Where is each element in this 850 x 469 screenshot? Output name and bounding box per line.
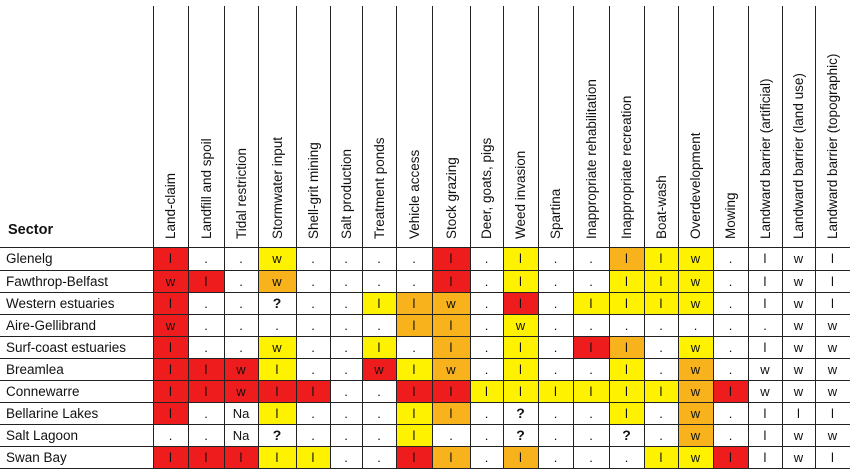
matrix-cell: Na — [224, 424, 258, 446]
column-header — [748, 6, 782, 247]
matrix-cell: w — [153, 270, 188, 292]
column-header — [188, 6, 224, 247]
matrix-cell: ? — [258, 424, 296, 446]
row-divider — [0, 358, 850, 359]
matrix-cell: l — [815, 247, 850, 270]
matrix-cell: ? — [609, 424, 644, 446]
sector-name: Fawthrop-Belfast — [6, 273, 109, 289]
matrix-cell: l — [296, 380, 330, 402]
matrix-cell: w — [224, 380, 258, 402]
matrix-cell: . — [362, 424, 396, 446]
matrix-cell: . — [296, 336, 330, 358]
column-divider — [748, 6, 749, 468]
matrix-cell: l — [396, 292, 432, 314]
matrix-cell: l — [503, 380, 538, 402]
matrix-cell: w — [258, 336, 296, 358]
matrix-cell: . — [362, 446, 396, 468]
matrix-cell: l — [748, 424, 782, 446]
matrix-cell: . — [432, 424, 470, 446]
column-header — [153, 6, 188, 247]
matrix-cell: . — [609, 446, 644, 468]
column-header-label: Inappropriate rehabilitation — [584, 79, 599, 239]
matrix-cell: l — [396, 446, 432, 468]
matrix-cell: w — [678, 270, 713, 292]
column-header — [396, 6, 432, 247]
matrix-cell: l — [609, 336, 644, 358]
column-header — [678, 6, 713, 247]
matrix-cell: l — [153, 380, 188, 402]
matrix-cell: . — [330, 270, 362, 292]
matrix-cell: . — [362, 314, 396, 336]
matrix-cell: l — [609, 402, 644, 424]
column-header-label: Landward barrier (topographic) — [825, 53, 840, 239]
column-header — [330, 6, 362, 247]
matrix-cell: . — [470, 424, 503, 446]
matrix-cell: . — [538, 358, 573, 380]
matrix-cell: . — [644, 336, 678, 358]
matrix-cell: . — [330, 358, 362, 380]
column-header — [362, 6, 396, 247]
matrix-cell: . — [224, 247, 258, 270]
matrix-cell: . — [573, 247, 609, 270]
column-header — [713, 6, 748, 247]
matrix-cell: l — [396, 402, 432, 424]
column-header-label: Stock grazing — [444, 157, 459, 239]
sector-name: Connewarre — [6, 383, 80, 399]
matrix-cell: . — [396, 270, 432, 292]
matrix-cell: w — [432, 292, 470, 314]
row-divider — [0, 336, 850, 337]
matrix-cell: . — [538, 247, 573, 270]
column-header-label: Mowing — [723, 192, 738, 239]
matrix-cell: w — [678, 402, 713, 424]
matrix-cell: w — [782, 314, 815, 336]
matrix-cell: w — [678, 446, 713, 468]
matrix-cell: . — [644, 358, 678, 380]
column-header — [644, 6, 678, 247]
matrix-cell: w — [815, 336, 850, 358]
sector-name: Salt Lagoon — [6, 427, 79, 443]
matrix-cell: w — [224, 358, 258, 380]
column-header — [503, 6, 538, 247]
matrix-cell: l — [470, 380, 503, 402]
matrix-cell: l — [503, 247, 538, 270]
matrix-cell: l — [815, 292, 850, 314]
column-header-label: Overdevelopment — [688, 132, 703, 239]
matrix-cell: . — [713, 270, 748, 292]
matrix-cell: . — [396, 336, 432, 358]
matrix-cell: . — [470, 314, 503, 336]
matrix-cell: l — [432, 247, 470, 270]
matrix-cell: l — [258, 358, 296, 380]
matrix-cell: ? — [503, 402, 538, 424]
column-divider — [573, 6, 574, 468]
column-header-label: Landward barrier (land use) — [791, 73, 806, 239]
column-divider — [678, 6, 679, 468]
matrix-cell: w — [782, 424, 815, 446]
matrix-cell: w — [782, 380, 815, 402]
matrix-cell: . — [188, 336, 224, 358]
matrix-cell: l — [815, 270, 850, 292]
matrix-cell: l — [713, 380, 748, 402]
matrix-cell: l — [188, 380, 224, 402]
column-divider — [538, 6, 539, 468]
column-header-label: Land-claim — [163, 172, 178, 239]
sector-name: Western estuaries — [6, 295, 115, 311]
matrix-cell: . — [153, 424, 188, 446]
row-divider — [0, 314, 850, 315]
matrix-cell: l — [153, 292, 188, 314]
matrix-cell: l — [432, 380, 470, 402]
matrix-cell: l — [362, 336, 396, 358]
matrix-cell: l — [815, 446, 850, 468]
matrix-cell: l — [573, 336, 609, 358]
matrix-cell: l — [153, 402, 188, 424]
matrix-cell: l — [748, 247, 782, 270]
matrix-cell: . — [362, 247, 396, 270]
matrix-cell: . — [644, 402, 678, 424]
column-header — [538, 6, 573, 247]
sector-name: Bellarine Lakes — [6, 405, 99, 421]
column-header — [432, 6, 470, 247]
matrix-cell: ? — [503, 424, 538, 446]
matrix-cell: . — [470, 247, 503, 270]
column-header-label: Spartina — [548, 188, 563, 239]
matrix-cell: l — [644, 380, 678, 402]
column-divider — [224, 6, 225, 468]
column-divider — [296, 6, 297, 468]
column-divider — [188, 6, 189, 468]
matrix-cell: . — [470, 292, 503, 314]
matrix-cell: . — [573, 402, 609, 424]
sector-name: Swan Bay — [6, 449, 67, 465]
matrix-cell: l — [644, 247, 678, 270]
matrix-cell: w — [258, 270, 296, 292]
matrix-cell: w — [678, 247, 713, 270]
matrix-cell: l — [503, 336, 538, 358]
matrix-cell: l — [644, 446, 678, 468]
column-header-label: Salt production — [339, 148, 354, 239]
row-divider — [0, 292, 850, 293]
matrix-cell: l — [503, 292, 538, 314]
matrix-cell: . — [396, 247, 432, 270]
matrix-cell: l — [362, 292, 396, 314]
matrix-cell: . — [470, 358, 503, 380]
matrix-cell: l — [224, 446, 258, 468]
column-divider — [330, 6, 331, 468]
matrix-cell: l — [748, 402, 782, 424]
matrix-cell: . — [330, 292, 362, 314]
matrix-cell: l — [296, 446, 330, 468]
matrix-cell: l — [396, 358, 432, 380]
matrix-cell: l — [432, 446, 470, 468]
matrix-cell: . — [296, 358, 330, 380]
matrix-cell: . — [296, 402, 330, 424]
matrix-cell: . — [573, 314, 609, 336]
matrix-cell: l — [573, 292, 609, 314]
matrix-cell: w — [782, 446, 815, 468]
column-divider — [432, 6, 433, 468]
matrix-cell: l — [782, 402, 815, 424]
matrix-cell: . — [538, 424, 573, 446]
matrix-cell: . — [296, 292, 330, 314]
column-divider — [609, 6, 610, 468]
matrix-cell: . — [538, 270, 573, 292]
matrix-cell: . — [470, 402, 503, 424]
matrix-cell: . — [296, 270, 330, 292]
column-header — [224, 6, 258, 247]
matrix-cell: l — [609, 380, 644, 402]
matrix-cell: l — [432, 402, 470, 424]
column-divider — [258, 6, 259, 468]
matrix-cell: . — [362, 402, 396, 424]
matrix-cell: l — [432, 336, 470, 358]
column-header-label: Stormwater input — [270, 136, 285, 239]
matrix-cell: l — [153, 446, 188, 468]
matrix-cell: . — [296, 314, 330, 336]
matrix-cell: l — [432, 270, 470, 292]
matrix-cell: l — [748, 336, 782, 358]
matrix-cell: l — [153, 358, 188, 380]
matrix-cell: . — [188, 292, 224, 314]
matrix-cell: . — [188, 424, 224, 446]
matrix-cell: l — [644, 292, 678, 314]
matrix-cell: w — [678, 424, 713, 446]
column-header-label: Shell-grit mining — [306, 142, 321, 239]
matrix-cell: w — [432, 358, 470, 380]
column-divider — [713, 6, 714, 468]
sector-name: Glenelg — [6, 251, 53, 266]
matrix-cell: l — [644, 270, 678, 292]
matrix-cell: . — [330, 247, 362, 270]
matrix-cell: . — [713, 358, 748, 380]
matrix-cell: l — [503, 358, 538, 380]
matrix-cell: . — [713, 314, 748, 336]
matrix-cell: . — [362, 380, 396, 402]
row-divider — [0, 446, 850, 447]
matrix-cell: l — [609, 247, 644, 270]
matrix-cell: w — [678, 358, 713, 380]
matrix-cell: Na — [224, 402, 258, 424]
matrix-cell: . — [538, 336, 573, 358]
column-header-label: Tidal restriction — [234, 147, 249, 239]
row-divider — [0, 270, 850, 271]
sector-name: Aire-Gellibrand — [6, 317, 97, 333]
matrix-cell: w — [748, 380, 782, 402]
matrix-cell: . — [713, 424, 748, 446]
matrix-cell: . — [748, 314, 782, 336]
column-header — [296, 6, 330, 247]
matrix-cell: . — [713, 247, 748, 270]
matrix-cell: . — [573, 446, 609, 468]
row-divider — [0, 380, 850, 381]
matrix-cell: . — [330, 402, 362, 424]
sector-name: Surf-coast estuaries — [6, 339, 127, 355]
matrix-cell: . — [224, 336, 258, 358]
matrix-cell: w — [815, 314, 850, 336]
matrix-cell: . — [296, 424, 330, 446]
matrix-cell: . — [573, 358, 609, 380]
matrix-cell: l — [188, 446, 224, 468]
matrix-cell: l — [815, 402, 850, 424]
matrix-cell: . — [330, 336, 362, 358]
column-divider — [644, 6, 645, 468]
matrix-cell: . — [644, 314, 678, 336]
matrix-cell: l — [396, 314, 432, 336]
matrix-cell: . — [470, 336, 503, 358]
column-header-label: Weed invasion — [513, 150, 528, 239]
column-header — [470, 6, 503, 247]
matrix-cell: l — [258, 380, 296, 402]
matrix-cell: l — [258, 446, 296, 468]
matrix-cell: . — [678, 314, 713, 336]
matrix-cell: . — [713, 336, 748, 358]
matrix-cell: . — [713, 292, 748, 314]
matrix-cell: . — [538, 402, 573, 424]
matrix-cell: . — [573, 270, 609, 292]
matrix-cell: w — [503, 314, 538, 336]
matrix-cell: l — [396, 424, 432, 446]
column-header — [782, 6, 815, 247]
matrix-cell: . — [224, 270, 258, 292]
column-header-label: Landfill and spoil — [199, 138, 214, 239]
matrix-cell: . — [258, 314, 296, 336]
column-header-label: Vehicle access — [407, 149, 422, 239]
matrix-cell: . — [470, 446, 503, 468]
matrix-cell: w — [815, 358, 850, 380]
matrix-cell: w — [362, 358, 396, 380]
matrix-cell: . — [609, 314, 644, 336]
matrix-cell: l — [153, 336, 188, 358]
matrix-cell: . — [224, 314, 258, 336]
matrix-cell: w — [782, 247, 815, 270]
matrix-cell: l — [396, 380, 432, 402]
column-divider — [396, 6, 397, 468]
matrix-cell: l — [503, 270, 538, 292]
row-divider — [0, 402, 850, 403]
matrix-cell: w — [782, 336, 815, 358]
matrix-cell: w — [258, 247, 296, 270]
column-header-label: Boat-wash — [654, 175, 669, 239]
matrix-cell: l — [188, 358, 224, 380]
matrix-cell: l — [432, 314, 470, 336]
matrix-cell: . — [224, 292, 258, 314]
column-header-label: Landward barrier (artificial) — [758, 78, 773, 239]
matrix-cell: . — [713, 402, 748, 424]
column-header — [815, 6, 850, 247]
matrix-cell: . — [538, 446, 573, 468]
column-divider — [503, 6, 504, 468]
matrix-cell: l — [258, 402, 296, 424]
column-divider — [470, 6, 471, 468]
matrix-cell: . — [188, 402, 224, 424]
matrix-cell: l — [609, 292, 644, 314]
matrix-cell: w — [782, 292, 815, 314]
matrix-cell: . — [538, 292, 573, 314]
column-divider — [782, 6, 783, 468]
sector-name: Breamlea — [6, 361, 64, 377]
column-divider — [362, 6, 363, 468]
column-divider — [153, 6, 154, 468]
matrix-cell: . — [330, 446, 362, 468]
matrix-cell: w — [153, 314, 188, 336]
column-header-label: Inappropriate recreation — [619, 95, 634, 239]
matrix-cell: w — [678, 380, 713, 402]
matrix-cell: l — [748, 270, 782, 292]
matrix-cell: l — [713, 446, 748, 468]
matrix-cell: l — [538, 380, 573, 402]
matrix-cell: . — [573, 424, 609, 446]
matrix-cell: w — [678, 292, 713, 314]
matrix-cell: . — [330, 424, 362, 446]
matrix-cell: . — [644, 424, 678, 446]
matrix-cell: l — [573, 380, 609, 402]
column-header — [609, 6, 644, 247]
matrix-cell: w — [748, 358, 782, 380]
column-header-label: Deer, goats, pigs — [479, 137, 494, 239]
matrix-cell: l — [748, 292, 782, 314]
matrix-cell: w — [782, 270, 815, 292]
matrix-cell: l — [609, 358, 644, 380]
matrix-cell: l — [609, 270, 644, 292]
matrix-cell: . — [330, 314, 362, 336]
matrix-cell: w — [782, 358, 815, 380]
matrix-cell: . — [330, 380, 362, 402]
row-divider — [0, 247, 850, 249]
row-divider — [0, 424, 850, 425]
column-header — [258, 6, 296, 247]
matrix-cell: . — [470, 270, 503, 292]
matrix-cell: . — [362, 270, 396, 292]
column-header-label: Treatment ponds — [372, 137, 387, 239]
sector-column-header: Sector — [8, 222, 54, 238]
matrix-cell: l — [153, 247, 188, 270]
matrix-cell: . — [188, 247, 224, 270]
row-divider — [0, 468, 850, 469]
matrix-cell: l — [188, 270, 224, 292]
matrix-cell: . — [188, 314, 224, 336]
matrix-cell: . — [538, 314, 573, 336]
matrix-cell: w — [815, 380, 850, 402]
column-header — [573, 6, 609, 247]
matrix-cell: l — [748, 446, 782, 468]
matrix-cell: . — [296, 247, 330, 270]
matrix-cell: l — [503, 446, 538, 468]
matrix-cell: w — [678, 336, 713, 358]
column-divider — [815, 6, 816, 468]
matrix-cell: ? — [258, 292, 296, 314]
matrix-cell: w — [815, 424, 850, 446]
